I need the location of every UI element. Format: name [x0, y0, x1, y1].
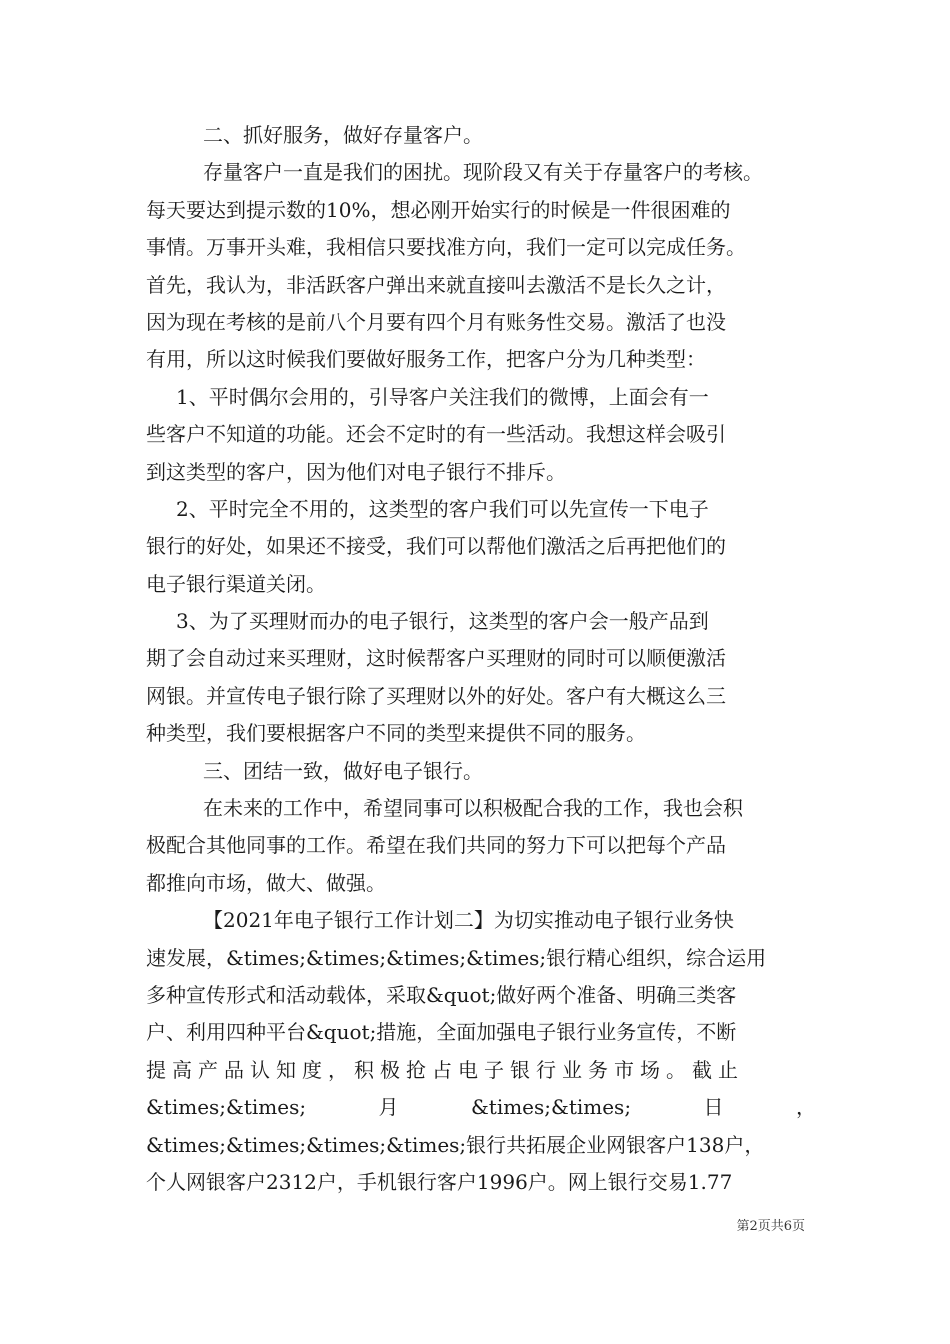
date-spread-line: [146, 1089, 816, 1126]
paragraph-line: 网银。并宣传电子银行除了买理财以外的好处。客户有大概这么三: [146, 683, 726, 708]
paragraph-line: 到这类型的客户，因为他们对电子银行不排斥。: [146, 459, 566, 484]
paragraph-line: 存量客户一直是我们的困扰。现阶段又有关于存量客户的考核。: [203, 160, 763, 185]
paragraph-line: 因为现在考核的是前八个月要有四个月有账务性交易。激活了也没: [146, 309, 726, 334]
paragraph-line: 多种宣传形式和活动载体，采取&quot;做好两个准备、明确三类客: [146, 982, 737, 1007]
day-label: 日: [703, 1095, 724, 1120]
paragraph-line: 都推向市场，做大、做强。: [146, 870, 386, 895]
paragraph-line: 提高产品认知度，积极抢占电子银行业务市场。截止: [146, 1057, 744, 1082]
paragraph-line: 首先，我认为，非活跃客户弹出来就直接叫去激活不是长久之计，: [146, 272, 726, 297]
comma-mark: ，: [795, 1095, 816, 1120]
paragraph-line: 户、利用四种平台&quot;措施，全面加强电子银行业务宣传，不断: [146, 1020, 737, 1045]
month-label: 月: [378, 1095, 399, 1120]
list-item-3: 3、为了买理财而办的电子银行，这类型的客户会一般产品到: [176, 609, 709, 634]
date-day-placeholder: &times;&times;: [470, 1095, 632, 1120]
list-item-2: 2、平时完全不用的，这类型的客户我们可以先宣传一下电子: [176, 496, 709, 521]
paragraph-line: 电子银行渠道关闭。: [146, 571, 326, 596]
plan-two-heading-line: 【2021年电子银行工作计划二】为切实推动电子银行业务快: [203, 908, 734, 933]
paragraph-line: 期了会自动过来买理财，这时候帮客户买理财的同时可以顺便激活: [146, 646, 726, 671]
section-heading-teamwork: 三、团结一致，做好电子银行。: [203, 758, 483, 783]
paragraph-line: &times;&times;&times;&times;银行共拓展企业网银客户138户，: [146, 1132, 765, 1157]
paragraph-line: 极配合其他同事的工作。希望在我们共同的努力下可以把每个产品: [146, 833, 726, 858]
list-item-1: 1、平时偶尔会用的，引导客户关注我们的微博，上面会有一: [176, 384, 709, 409]
section-heading-service: 二、抓好服务，做好存量客户。: [203, 123, 483, 147]
paragraph-line: 速发展，&times;&times;&times;&times;银行精心组织，综合运用: [146, 945, 767, 970]
paragraph-line: 种类型，我们要根据客户不同的类型来提供不同的服务。: [146, 721, 646, 746]
date-month-placeholder: &times;&times;: [146, 1095, 307, 1120]
paragraph-line: 在未来的工作中，希望同事可以积极配合我的工作，我也会积: [203, 796, 743, 821]
paragraph-line: 每天要达到提示数的10%，想必刚开始实行的时候是一件很困难的: [146, 197, 731, 222]
paragraph-line: 事情。万事开头难，我相信只要找准方向，我们一定可以完成任务。: [146, 235, 746, 260]
paragraph-line: 些客户不知道的功能。还会不定时的有一些活动。我想这样会吸引: [146, 422, 726, 447]
paragraph-line: 有用，所以这时候我们要做好服务工作，把客户分为几种类型：: [146, 347, 706, 372]
document-body: [146, 117, 816, 1201]
paragraph-line: 个人网银客户2312户，手机银行客户1996户。网上银行交易1.77: [146, 1169, 733, 1194]
paragraph-line: 银行的好处，如果还不接受，我们可以帮他们激活之后再把他们的: [146, 534, 726, 559]
page-number: 第2页共6页: [736, 1219, 805, 1234]
